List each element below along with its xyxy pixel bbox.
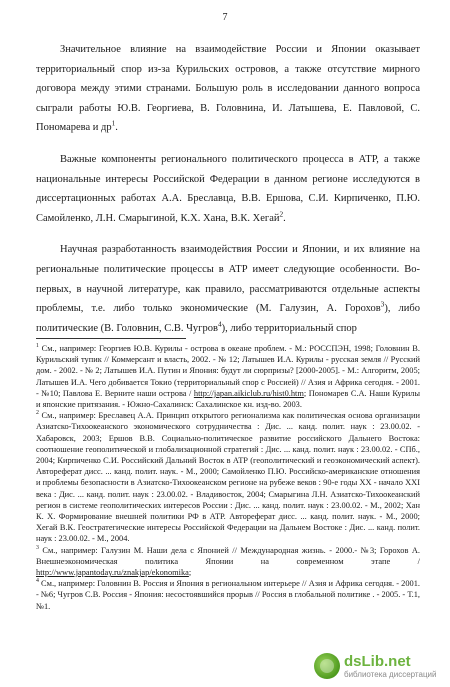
footnote-ref-4[interactable]: 4 bbox=[217, 319, 222, 329]
footnote-ref-2[interactable]: 2 bbox=[279, 209, 284, 219]
paragraph-2: Важные компоненты регионального политического процесса в АТР, а также национальные интересы Российской Федерации в данном регионе исследуются в диссертационных работах А.А. Бреславца, В.В. Ершова, С.И. Кирпиченко, П.Ю. Самойленко, Л.Н. Смарыгиной, К.Х. Хана, В.К. Хегай$^2$. bbox=[36, 153, 420, 224]
body-text bbox=[36, 40, 420, 338]
dslib-watermark bbox=[314, 651, 444, 681]
footnote-2: $^2$ См., например: Бреславец А.А. Принцип открытого регионализма как политическая основа организации Азиатско-Тихоокеанского экономического сотрудничества : Дис. ... канд. полит. наук : 23.00.02. - Хабаровск, 2003; Ершов В.В. Социально-политическое развитие российского Дальнего Востока: соотношение геополитической и глобализационной стратегий : Дис. ... канд. полит. наук : 23.00.02. - СПб., 2004; Кирпиченко С.И. Российский Дальний Восток в АТР (геополитический и геоэкономический аспект). Автореферат дисс. ... канд. полит. наук. - М., 2000; Самойленко П.Ю. Российско-американские отношения и проблемы безопасности в Азиатско-Тихоокеанском регионе на рубеже веков : 90-е годы ХХ - начало ХХI века : Дис. ... канд. полит. наук : 23.00.02. - Владивосток, 2004; Смарыгина Л.Н. Азиатско-Тихоокеанский регион в системе геополитических интересов России : Дис. ... канд. полит. наук : 23.00.02. - М., 2002; Хан К. Х. Формирование внешней политики РФ в АТР. Автореферат дисс. ... канд. полит. наук. - М., 2000; Хегай В.К. Геостратегические интересы Российской Федерации на Дальнем Востоке : Дис. ... канд. полит. наук : 23.00.02. - М., 2004. bbox=[36, 410, 420, 544]
paragraph-3: Научная разработанность взаимодействия России и Японии, и их влияние на региональные политические процессы в АТР имеет следующие особенности. Во-первых, в научной литературе, как правило, рассматриваются отдельные аспекты проблемы, т.е. либо только экономические (М. Галузин, А. Горохов$^3$), либо политические (В. Головнин, С.В. Чугров$^4$), либо территориальный спор bbox=[36, 244, 420, 334]
footnote-link-japan-aikiclub[interactable]: http://japan.aikiclub.ru/hist0.htm bbox=[193, 388, 304, 398]
footnote-1: $^1$ См., например: Георгиев Ю.В. Курилы - острова в океане проблем. - М.: РОССПЭН, 1998; Головнин В. Курильский тупик // Коммерсант и власть, 2002. - № 12; Латышев И.А. Курилы - русская земля // Русский дом. - 2002. - № 2; Латышев И.А. Путин и Япония: будут ли сюрпризы? [2000-2005]. - М.: Алгоритм, 2005; Латышев И.А. Чего добивается Токио (территориальный спор с Россией) // Азия и Африка сегодня. - 2001. - №10; Павлова Е. Верните наши острова / http://japan.aikiclub.ru/hist0.htm; Пономарев С.А. Наши Курилы и японские притязания. - Южно-Сахалинск: Сахалинское кн. изд-во. 2003. bbox=[36, 343, 420, 410]
footnote-link-japantoday[interactable]: http://www.japantoday.ru/znakjap/ekonomika bbox=[36, 568, 189, 578]
paragraph-1: Значительное влияние на взаимодействие России и Японии оказывает территориальный спор из-за Курильских островов, а также отсутствие мирного договора между этими странами. Большую роль в исследовании данного вопроса сыграли работы Ю.В. Георгиева, В. Головнина, И. Латышева, Е. Павловой, С. Пономарева и $др^1$. bbox=[36, 44, 420, 134]
dslib-logo-icon bbox=[314, 653, 340, 679]
footnote-4: $^4$ См., например: Головнин В. Россия и Япония в региональном интерьере // Азия и Африка сегодня. - 2001. - №6; Чугров С.В. Россия - Япония: несостоявшийся прорыв // Россия в глобальной политике . - 2005. - Т.1, №1. bbox=[36, 578, 420, 611]
watermark-subtitle: библиотека диссертаций bbox=[344, 669, 437, 679]
footnote-ref-3[interactable]: 3 bbox=[380, 299, 385, 309]
footnotes bbox=[36, 343, 420, 612]
page-number: 7 bbox=[222, 12, 228, 23]
footnote-ref-1[interactable]: 1 bbox=[111, 118, 116, 128]
footnote-divider bbox=[36, 338, 186, 339]
watermark-brand: dsLib.net bbox=[344, 652, 411, 670]
footnote-3: $^3$ См., например: Галузин М. Наши дела с Японией // Международная жизнь. - 2000.- №3; Горохов А. Внешнеэкономическая политика Японии на современном этапе / http://www.japantoday.ru/znakjap/ekonomika; bbox=[36, 544, 420, 578]
